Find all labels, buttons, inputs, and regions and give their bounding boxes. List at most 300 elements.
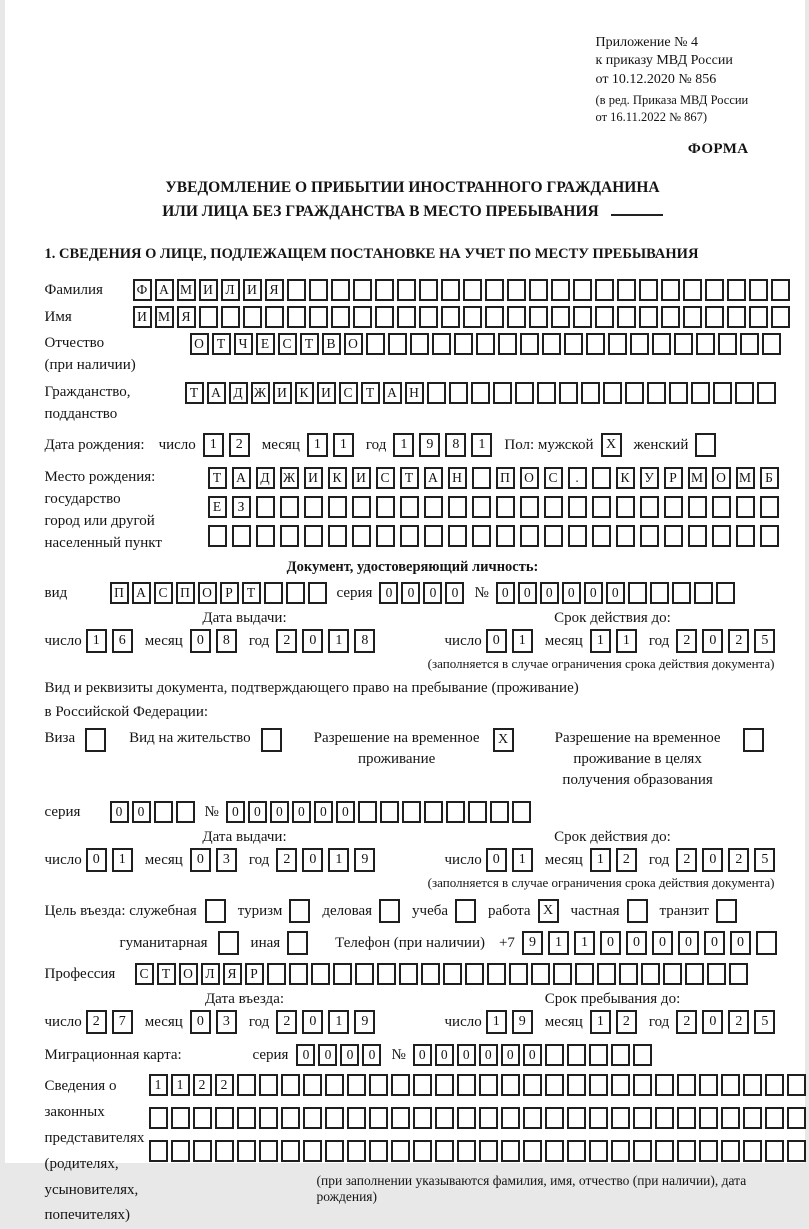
- entry-month-boxes-cell[interactable]: 3: [216, 1010, 237, 1034]
- doc-type-boxes-cell[interactable]: [308, 582, 327, 604]
- entry-year-boxes-cell[interactable]: 2: [276, 1010, 297, 1034]
- surname-boxes-cell[interactable]: [485, 279, 504, 301]
- doc-issue-year-boxes-cell[interactable]: 0: [302, 629, 323, 653]
- permit-number-boxes-cell[interactable]: [512, 801, 531, 823]
- phone-boxes-cell[interactable]: 0: [730, 931, 751, 955]
- birthplace-boxes-row1-cell[interactable]: Н: [448, 467, 467, 489]
- birthplace-boxes-row3-cell[interactable]: [712, 525, 731, 547]
- representatives-boxes-row3[interactable]: [149, 1140, 809, 1162]
- birthplace-boxes-row3-cell[interactable]: [208, 525, 227, 547]
- surname-boxes-cell[interactable]: [683, 279, 702, 301]
- surname-boxes-cell[interactable]: [705, 279, 724, 301]
- birthplace-boxes-row3-cell[interactable]: [256, 525, 275, 547]
- profession-boxes-cell[interactable]: О: [179, 963, 198, 985]
- citizenship-boxes-cell[interactable]: [427, 382, 446, 404]
- given-name-boxes-cell[interactable]: [419, 306, 438, 328]
- permit-number-boxes-cell[interactable]: [490, 801, 509, 823]
- birthplace-boxes-row3-cell[interactable]: [496, 525, 515, 547]
- representatives-boxes-row2-cell[interactable]: [149, 1107, 168, 1129]
- surname-boxes-cell[interactable]: [375, 279, 394, 301]
- representatives-boxes-row1-cell[interactable]: [545, 1074, 564, 1096]
- representatives-boxes-row1-cell[interactable]: [699, 1074, 718, 1096]
- permit-valid-year-boxes[interactable]: [676, 848, 780, 872]
- purpose-official-checkbox[interactable]: [205, 899, 231, 923]
- stay-day-boxes[interactable]: [486, 1010, 538, 1034]
- entry-year-boxes-cell[interactable]: 1: [328, 1010, 349, 1034]
- doc-valid-day-boxes-cell[interactable]: 1: [512, 629, 533, 653]
- birth-month-boxes-cell[interactable]: 1: [333, 433, 354, 457]
- profession-boxes-cell[interactable]: [465, 963, 484, 985]
- surname-boxes-cell[interactable]: [419, 279, 438, 301]
- permit-number-boxes-cell[interactable]: 0: [292, 801, 311, 823]
- representatives-boxes-row2-cell[interactable]: [523, 1107, 542, 1129]
- given-name-boxes-cell[interactable]: [683, 306, 702, 328]
- sex-female-checkbox[interactable]: [695, 433, 721, 457]
- doc-issue-month-boxes-cell[interactable]: 0: [190, 629, 211, 653]
- citizenship-boxes-cell[interactable]: [449, 382, 468, 404]
- birthplace-boxes-row1-cell[interactable]: М: [688, 467, 707, 489]
- surname-boxes[interactable]: [133, 279, 793, 301]
- representatives-boxes-row1-cell[interactable]: [743, 1074, 762, 1096]
- phone-boxes-cell[interactable]: 0: [652, 931, 673, 955]
- birthplace-boxes-row2-cell[interactable]: [688, 496, 707, 518]
- representatives-boxes-row2-cell[interactable]: [787, 1107, 806, 1129]
- given-name-boxes-cell[interactable]: [595, 306, 614, 328]
- birthplace-boxes-row1-cell[interactable]: [472, 467, 491, 489]
- entry-year-boxes-cell[interactable]: 9: [354, 1010, 375, 1034]
- birthplace-boxes-row3-cell[interactable]: [472, 525, 491, 547]
- representatives-boxes-row2-cell[interactable]: [413, 1107, 432, 1129]
- permit-number-boxes[interactable]: [226, 801, 534, 823]
- permit-number-boxes-cell[interactable]: [380, 801, 399, 823]
- representatives-boxes-row1-cell[interactable]: 2: [193, 1074, 212, 1096]
- patronymic-boxes-cell[interactable]: С: [278, 333, 297, 355]
- birthplace-boxes-row3-cell[interactable]: [568, 525, 587, 547]
- doc-type-boxes-cell[interactable]: П: [110, 582, 129, 604]
- entry-year-boxes[interactable]: [276, 1010, 380, 1034]
- permit-number-boxes-cell[interactable]: 0: [336, 801, 355, 823]
- doc-issue-year-boxes-cell[interactable]: 8: [354, 629, 375, 653]
- profession-boxes-cell[interactable]: [377, 963, 396, 985]
- migcard-number-boxes-cell[interactable]: [611, 1044, 630, 1066]
- citizenship-boxes[interactable]: [185, 382, 779, 404]
- birthplace-boxes-row1-cell[interactable]: Р: [664, 467, 683, 489]
- surname-boxes-cell[interactable]: [551, 279, 570, 301]
- citizenship-boxes-cell[interactable]: [559, 382, 578, 404]
- surname-boxes-cell[interactable]: И: [199, 279, 218, 301]
- given-name-boxes-cell[interactable]: [441, 306, 460, 328]
- doc-issue-year-boxes-cell[interactable]: 1: [328, 629, 349, 653]
- given-name-boxes-cell[interactable]: [705, 306, 724, 328]
- entry-day-boxes-cell[interactable]: 2: [86, 1010, 107, 1034]
- birthplace-boxes-row1-cell[interactable]: К: [328, 467, 347, 489]
- given-name-boxes-cell[interactable]: [551, 306, 570, 328]
- birthplace-boxes-row2-cell[interactable]: [760, 496, 779, 518]
- citizenship-boxes-cell[interactable]: [471, 382, 490, 404]
- birthplace-boxes-row3[interactable]: [208, 525, 784, 547]
- birthplace-boxes-row2-cell[interactable]: [304, 496, 323, 518]
- representatives-boxes-row2-cell[interactable]: [457, 1107, 476, 1129]
- representatives-boxes-row1-cell[interactable]: 2: [215, 1074, 234, 1096]
- citizenship-boxes-cell[interactable]: Т: [185, 382, 204, 404]
- representatives-boxes-row1-cell[interactable]: [259, 1074, 278, 1096]
- citizenship-boxes-cell[interactable]: Т: [361, 382, 380, 404]
- permit-series-boxes-cell[interactable]: [154, 801, 173, 823]
- representatives-boxes-row2-cell[interactable]: [655, 1107, 674, 1129]
- doc-series-boxes-cell[interactable]: 0: [379, 582, 398, 604]
- given-name-boxes-cell[interactable]: [617, 306, 636, 328]
- birthplace-boxes-row3-cell[interactable]: [760, 525, 779, 547]
- given-name-boxes-cell[interactable]: [507, 306, 526, 328]
- doc-type-boxes-cell[interactable]: Р: [220, 582, 239, 604]
- representatives-boxes-row1-cell[interactable]: [457, 1074, 476, 1096]
- migcard-series-boxes-cell[interactable]: 0: [362, 1044, 381, 1066]
- permit-issue-month-boxes-cell[interactable]: 3: [216, 848, 237, 872]
- citizenship-boxes-cell[interactable]: [603, 382, 622, 404]
- permit-number-boxes-cell[interactable]: [468, 801, 487, 823]
- phone-boxes-cell[interactable]: 0: [600, 931, 621, 955]
- purpose-private-checkbox-cell[interactable]: [627, 899, 648, 923]
- permit-issue-day-boxes-cell[interactable]: 0: [86, 848, 107, 872]
- citizenship-boxes-cell[interactable]: [581, 382, 600, 404]
- patronymic-boxes-cell[interactable]: О: [190, 333, 209, 355]
- representatives-boxes-row1-cell[interactable]: [435, 1074, 454, 1096]
- migcard-number-boxes[interactable]: [413, 1044, 655, 1066]
- profession-boxes-cell[interactable]: [333, 963, 352, 985]
- birthplace-boxes-row3-cell[interactable]: [664, 525, 683, 547]
- permit-valid-day-boxes-cell[interactable]: 1: [512, 848, 533, 872]
- patronymic-boxes-cell[interactable]: [740, 333, 759, 355]
- patronymic-boxes-cell[interactable]: Т: [300, 333, 319, 355]
- representatives-boxes-row3-cell[interactable]: [721, 1140, 740, 1162]
- birthplace-boxes-row3-cell[interactable]: [400, 525, 419, 547]
- sex-male-checkbox-cell[interactable]: X: [601, 433, 622, 457]
- patronymic-boxes-cell[interactable]: [630, 333, 649, 355]
- representatives-boxes-row3-cell[interactable]: [677, 1140, 696, 1162]
- birth-month-boxes-cell[interactable]: 1: [307, 433, 328, 457]
- migcard-series-boxes[interactable]: [296, 1044, 384, 1066]
- citizenship-boxes-cell[interactable]: Н: [405, 382, 424, 404]
- doc-number-boxes-cell[interactable]: 0: [496, 582, 515, 604]
- stay-year-boxes[interactable]: [676, 1010, 780, 1034]
- permit-series-boxes[interactable]: [110, 801, 198, 823]
- representatives-boxes-row1-cell[interactable]: [677, 1074, 696, 1096]
- permit-series-boxes-cell[interactable]: 0: [132, 801, 151, 823]
- residence-permit-checkbox-cell[interactable]: [261, 728, 282, 752]
- representatives-boxes-row3-cell[interactable]: [303, 1140, 322, 1162]
- representatives-boxes-row3-cell[interactable]: [545, 1140, 564, 1162]
- given-name-boxes-cell[interactable]: [353, 306, 372, 328]
- birthplace-boxes-row3-cell[interactable]: [232, 525, 251, 547]
- purpose-transit-checkbox[interactable]: [716, 899, 742, 923]
- doc-issue-month-boxes-cell[interactable]: 8: [216, 629, 237, 653]
- doc-number-boxes-cell[interactable]: 0: [540, 582, 559, 604]
- birthplace-boxes-row2-cell[interactable]: [472, 496, 491, 518]
- given-name-boxes-cell[interactable]: [727, 306, 746, 328]
- birthplace-boxes-row3-cell[interactable]: [616, 525, 635, 547]
- given-name-boxes-cell[interactable]: И: [133, 306, 152, 328]
- patronymic-boxes-cell[interactable]: [564, 333, 583, 355]
- surname-boxes-cell[interactable]: [727, 279, 746, 301]
- given-name-boxes-cell[interactable]: М: [155, 306, 174, 328]
- representatives-boxes-row2-cell[interactable]: [743, 1107, 762, 1129]
- doc-issue-day-boxes[interactable]: [86, 629, 138, 653]
- representatives-boxes-row2-cell[interactable]: [347, 1107, 366, 1129]
- doc-valid-year-boxes-cell[interactable]: 2: [728, 629, 749, 653]
- permit-valid-day-boxes-cell[interactable]: 0: [486, 848, 507, 872]
- permit-issue-month-boxes-cell[interactable]: 0: [190, 848, 211, 872]
- given-name-boxes-cell[interactable]: [397, 306, 416, 328]
- birth-year-boxes-cell[interactable]: 9: [419, 433, 440, 457]
- profession-boxes-cell[interactable]: [267, 963, 286, 985]
- migcard-number-boxes-cell[interactable]: 0: [457, 1044, 476, 1066]
- representatives-boxes-row3-cell[interactable]: [523, 1140, 542, 1162]
- birthplace-boxes-row1-cell[interactable]: Б: [760, 467, 779, 489]
- birthplace-boxes-row1-cell[interactable]: О: [520, 467, 539, 489]
- birthplace-boxes-row2-cell[interactable]: З: [232, 496, 251, 518]
- citizenship-boxes-cell[interactable]: С: [339, 382, 358, 404]
- given-name-boxes[interactable]: [133, 306, 793, 328]
- surname-boxes-cell[interactable]: [309, 279, 328, 301]
- representatives-boxes-row3-cell[interactable]: [787, 1140, 806, 1162]
- surname-boxes-cell[interactable]: М: [177, 279, 196, 301]
- birthplace-boxes-row2-cell[interactable]: Е: [208, 496, 227, 518]
- given-name-boxes-cell[interactable]: [771, 306, 790, 328]
- purpose-private-checkbox[interactable]: [627, 899, 653, 923]
- representatives-boxes-row3-cell[interactable]: [281, 1140, 300, 1162]
- birthplace-boxes-row1-cell[interactable]: Ж: [280, 467, 299, 489]
- profession-boxes-cell[interactable]: [663, 963, 682, 985]
- doc-valid-month-boxes[interactable]: [590, 629, 642, 653]
- birthplace-boxes-row2-cell[interactable]: [400, 496, 419, 518]
- given-name-boxes-cell[interactable]: [485, 306, 504, 328]
- representatives-boxes-row2-cell[interactable]: [303, 1107, 322, 1129]
- representatives-boxes-row1-cell[interactable]: [413, 1074, 432, 1096]
- birthplace-boxes-row1-cell[interactable]: Т: [400, 467, 419, 489]
- given-name-boxes-cell[interactable]: Я: [177, 306, 196, 328]
- patronymic-boxes-cell[interactable]: В: [322, 333, 341, 355]
- doc-valid-year-boxes-cell[interactable]: 5: [754, 629, 775, 653]
- citizenship-boxes-cell[interactable]: К: [295, 382, 314, 404]
- doc-valid-month-boxes-cell[interactable]: 1: [616, 629, 637, 653]
- doc-issue-year-boxes[interactable]: [276, 629, 380, 653]
- migcard-number-boxes-cell[interactable]: [633, 1044, 652, 1066]
- phone-boxes-cell[interactable]: 0: [704, 931, 725, 955]
- profession-boxes-cell[interactable]: [289, 963, 308, 985]
- permit-valid-day-boxes[interactable]: [486, 848, 538, 872]
- profession-boxes-cell[interactable]: Я: [223, 963, 242, 985]
- representatives-boxes-row2-cell[interactable]: [721, 1107, 740, 1129]
- representatives-boxes-row3-cell[interactable]: [699, 1140, 718, 1162]
- representatives-boxes-row2-cell[interactable]: [501, 1107, 520, 1129]
- permit-valid-month-boxes-cell[interactable]: 2: [616, 848, 637, 872]
- permit-number-boxes-cell[interactable]: [424, 801, 443, 823]
- surname-boxes-cell[interactable]: Я: [265, 279, 284, 301]
- doc-number-boxes-cell[interactable]: [672, 582, 691, 604]
- birthplace-boxes-row2-cell[interactable]: [736, 496, 755, 518]
- migcard-series-boxes-cell[interactable]: 0: [340, 1044, 359, 1066]
- stay-day-boxes-cell[interactable]: 1: [486, 1010, 507, 1034]
- given-name-boxes-cell[interactable]: [287, 306, 306, 328]
- representatives-boxes-row3-cell[interactable]: [435, 1140, 454, 1162]
- given-name-boxes-cell[interactable]: [375, 306, 394, 328]
- surname-boxes-cell[interactable]: Л: [221, 279, 240, 301]
- patronymic-boxes-cell[interactable]: [520, 333, 539, 355]
- representatives-boxes-row1-cell[interactable]: [479, 1074, 498, 1096]
- sex-male-checkbox[interactable]: [601, 433, 627, 457]
- representatives-boxes-row1-cell[interactable]: [589, 1074, 608, 1096]
- representatives-boxes-row1-cell[interactable]: [391, 1074, 410, 1096]
- surname-boxes-cell[interactable]: А: [155, 279, 174, 301]
- birth-year-boxes-cell[interactable]: 1: [471, 433, 492, 457]
- birth-year-boxes-cell[interactable]: 8: [445, 433, 466, 457]
- doc-type-boxes-cell[interactable]: [264, 582, 283, 604]
- profession-boxes-cell[interactable]: [355, 963, 374, 985]
- visa-checkbox[interactable]: [85, 728, 111, 752]
- birthplace-boxes-row1-cell[interactable]: И: [352, 467, 371, 489]
- permit-valid-year-boxes-cell[interactable]: 0: [702, 848, 723, 872]
- representatives-boxes-row3-cell[interactable]: [743, 1140, 762, 1162]
- surname-boxes-cell[interactable]: [463, 279, 482, 301]
- permit-number-boxes-cell[interactable]: 0: [248, 801, 267, 823]
- permit-issue-year-boxes-cell[interactable]: 0: [302, 848, 323, 872]
- representatives-boxes-row3-cell[interactable]: [215, 1140, 234, 1162]
- representatives-boxes-row3-cell[interactable]: [369, 1140, 388, 1162]
- birthplace-boxes-row1-cell[interactable]: С: [376, 467, 395, 489]
- birthplace-boxes-row2-cell[interactable]: [448, 496, 467, 518]
- patronymic-boxes-cell[interactable]: [674, 333, 693, 355]
- migcard-number-boxes-cell[interactable]: [589, 1044, 608, 1066]
- birth-month-boxes[interactable]: [307, 433, 359, 457]
- doc-issue-day-boxes-cell[interactable]: 6: [112, 629, 133, 653]
- profession-boxes-cell[interactable]: Р: [245, 963, 264, 985]
- patronymic-boxes-cell[interactable]: [410, 333, 429, 355]
- temp-permit-checkbox[interactable]: [493, 728, 519, 752]
- birthplace-boxes-row3-cell[interactable]: [736, 525, 755, 547]
- migcard-number-boxes-cell[interactable]: 0: [435, 1044, 454, 1066]
- doc-valid-year-boxes-cell[interactable]: 2: [676, 629, 697, 653]
- birthplace-boxes-row3-cell[interactable]: [544, 525, 563, 547]
- representatives-boxes-row2-cell[interactable]: [237, 1107, 256, 1129]
- birth-day-boxes[interactable]: [203, 433, 255, 457]
- stay-month-boxes[interactable]: [590, 1010, 642, 1034]
- representatives-boxes-row3-cell[interactable]: [171, 1140, 190, 1162]
- representatives-boxes-row3-cell[interactable]: [413, 1140, 432, 1162]
- permit-valid-month-boxes-cell[interactable]: 1: [590, 848, 611, 872]
- birthplace-boxes-row2-cell[interactable]: [376, 496, 395, 518]
- representatives-boxes-row1-cell[interactable]: [237, 1074, 256, 1096]
- doc-series-boxes-cell[interactable]: 0: [401, 582, 420, 604]
- birthplace-boxes-row2-cell[interactable]: [496, 496, 515, 518]
- representatives-boxes-row3-cell[interactable]: [325, 1140, 344, 1162]
- doc-number-boxes-cell[interactable]: 0: [562, 582, 581, 604]
- representatives-boxes-row1-cell[interactable]: [787, 1074, 806, 1096]
- stay-day-boxes-cell[interactable]: 9: [512, 1010, 533, 1034]
- profession-boxes-cell[interactable]: [399, 963, 418, 985]
- representatives-boxes-row3-cell[interactable]: [655, 1140, 674, 1162]
- profession-boxes-cell[interactable]: [311, 963, 330, 985]
- surname-boxes-cell[interactable]: [507, 279, 526, 301]
- representatives-boxes-row2-cell[interactable]: [369, 1107, 388, 1129]
- birthplace-boxes-row1-cell[interactable]: А: [424, 467, 443, 489]
- doc-number-boxes[interactable]: [496, 582, 738, 604]
- stay-year-boxes-cell[interactable]: 5: [754, 1010, 775, 1034]
- representatives-boxes-row2-cell[interactable]: [281, 1107, 300, 1129]
- patronymic-boxes-cell[interactable]: [586, 333, 605, 355]
- doc-valid-month-boxes-cell[interactable]: 1: [590, 629, 611, 653]
- doc-issue-month-boxes[interactable]: [190, 629, 242, 653]
- purpose-business-checkbox-cell[interactable]: [379, 899, 400, 923]
- surname-boxes-cell[interactable]: И: [243, 279, 262, 301]
- doc-type-boxes-cell[interactable]: С: [154, 582, 173, 604]
- representatives-boxes-row3-cell[interactable]: [589, 1140, 608, 1162]
- surname-boxes-cell[interactable]: [529, 279, 548, 301]
- representatives-boxes-row2-cell[interactable]: [479, 1107, 498, 1129]
- representatives-boxes-row1[interactable]: [149, 1074, 809, 1096]
- permit-number-boxes-cell[interactable]: 0: [314, 801, 333, 823]
- given-name-boxes-cell[interactable]: [661, 306, 680, 328]
- birthplace-boxes-row3-cell[interactable]: [640, 525, 659, 547]
- phone-boxes-cell[interactable]: 9: [522, 931, 543, 955]
- representatives-boxes-row1-cell[interactable]: [369, 1074, 388, 1096]
- permit-number-boxes-cell[interactable]: [402, 801, 421, 823]
- given-name-boxes-cell[interactable]: [573, 306, 592, 328]
- birthplace-boxes-row2-cell[interactable]: [424, 496, 443, 518]
- surname-boxes-cell[interactable]: [749, 279, 768, 301]
- stay-year-boxes-cell[interactable]: 0: [702, 1010, 723, 1034]
- patronymic-boxes-cell[interactable]: [696, 333, 715, 355]
- representatives-boxes-row3-cell[interactable]: [633, 1140, 652, 1162]
- purpose-tourism-checkbox[interactable]: [289, 899, 315, 923]
- migcard-number-boxes-cell[interactable]: [545, 1044, 564, 1066]
- citizenship-boxes-cell[interactable]: [713, 382, 732, 404]
- purpose-tourism-checkbox-cell[interactable]: [289, 899, 310, 923]
- birthplace-boxes-row2-cell[interactable]: [328, 496, 347, 518]
- birthplace-boxes-row3-cell[interactable]: [424, 525, 443, 547]
- given-name-boxes-cell[interactable]: [243, 306, 262, 328]
- doc-type-boxes-cell[interactable]: [286, 582, 305, 604]
- permit-number-boxes-cell[interactable]: [358, 801, 377, 823]
- given-name-boxes-cell[interactable]: [529, 306, 548, 328]
- profession-boxes-cell[interactable]: С: [135, 963, 154, 985]
- surname-boxes-cell[interactable]: [573, 279, 592, 301]
- birth-year-boxes-cell[interactable]: 1: [393, 433, 414, 457]
- birthplace-boxes-row1[interactable]: [208, 467, 784, 489]
- phone-boxes-cell[interactable]: 0: [678, 931, 699, 955]
- profession-boxes-cell[interactable]: Т: [157, 963, 176, 985]
- permit-valid-year-boxes-cell[interactable]: 2: [676, 848, 697, 872]
- profession-boxes-cell[interactable]: [509, 963, 528, 985]
- representatives-boxes-row2-cell[interactable]: [633, 1107, 652, 1129]
- surname-boxes-cell[interactable]: [595, 279, 614, 301]
- given-name-boxes-cell[interactable]: [639, 306, 658, 328]
- representatives-boxes-row3-cell[interactable]: [391, 1140, 410, 1162]
- representatives-boxes-row2-cell[interactable]: [699, 1107, 718, 1129]
- birthplace-boxes-row1-cell[interactable]: Д: [256, 467, 275, 489]
- stay-year-boxes-cell[interactable]: 2: [676, 1010, 697, 1034]
- representatives-boxes-row3-cell[interactable]: [501, 1140, 520, 1162]
- profession-boxes[interactable]: [135, 963, 751, 985]
- patronymic-boxes-cell[interactable]: [388, 333, 407, 355]
- doc-number-boxes-cell[interactable]: [694, 582, 713, 604]
- birthplace-boxes-row1-cell[interactable]: С: [544, 467, 563, 489]
- representatives-boxes-row3-cell[interactable]: [149, 1140, 168, 1162]
- patronymic-boxes-cell[interactable]: [608, 333, 627, 355]
- migcard-number-boxes-cell[interactable]: 0: [501, 1044, 520, 1066]
- representatives-boxes-row2-cell[interactable]: [391, 1107, 410, 1129]
- birthplace-boxes-row1-cell[interactable]: У: [640, 467, 659, 489]
- birthplace-boxes-row1-cell[interactable]: Т: [208, 467, 227, 489]
